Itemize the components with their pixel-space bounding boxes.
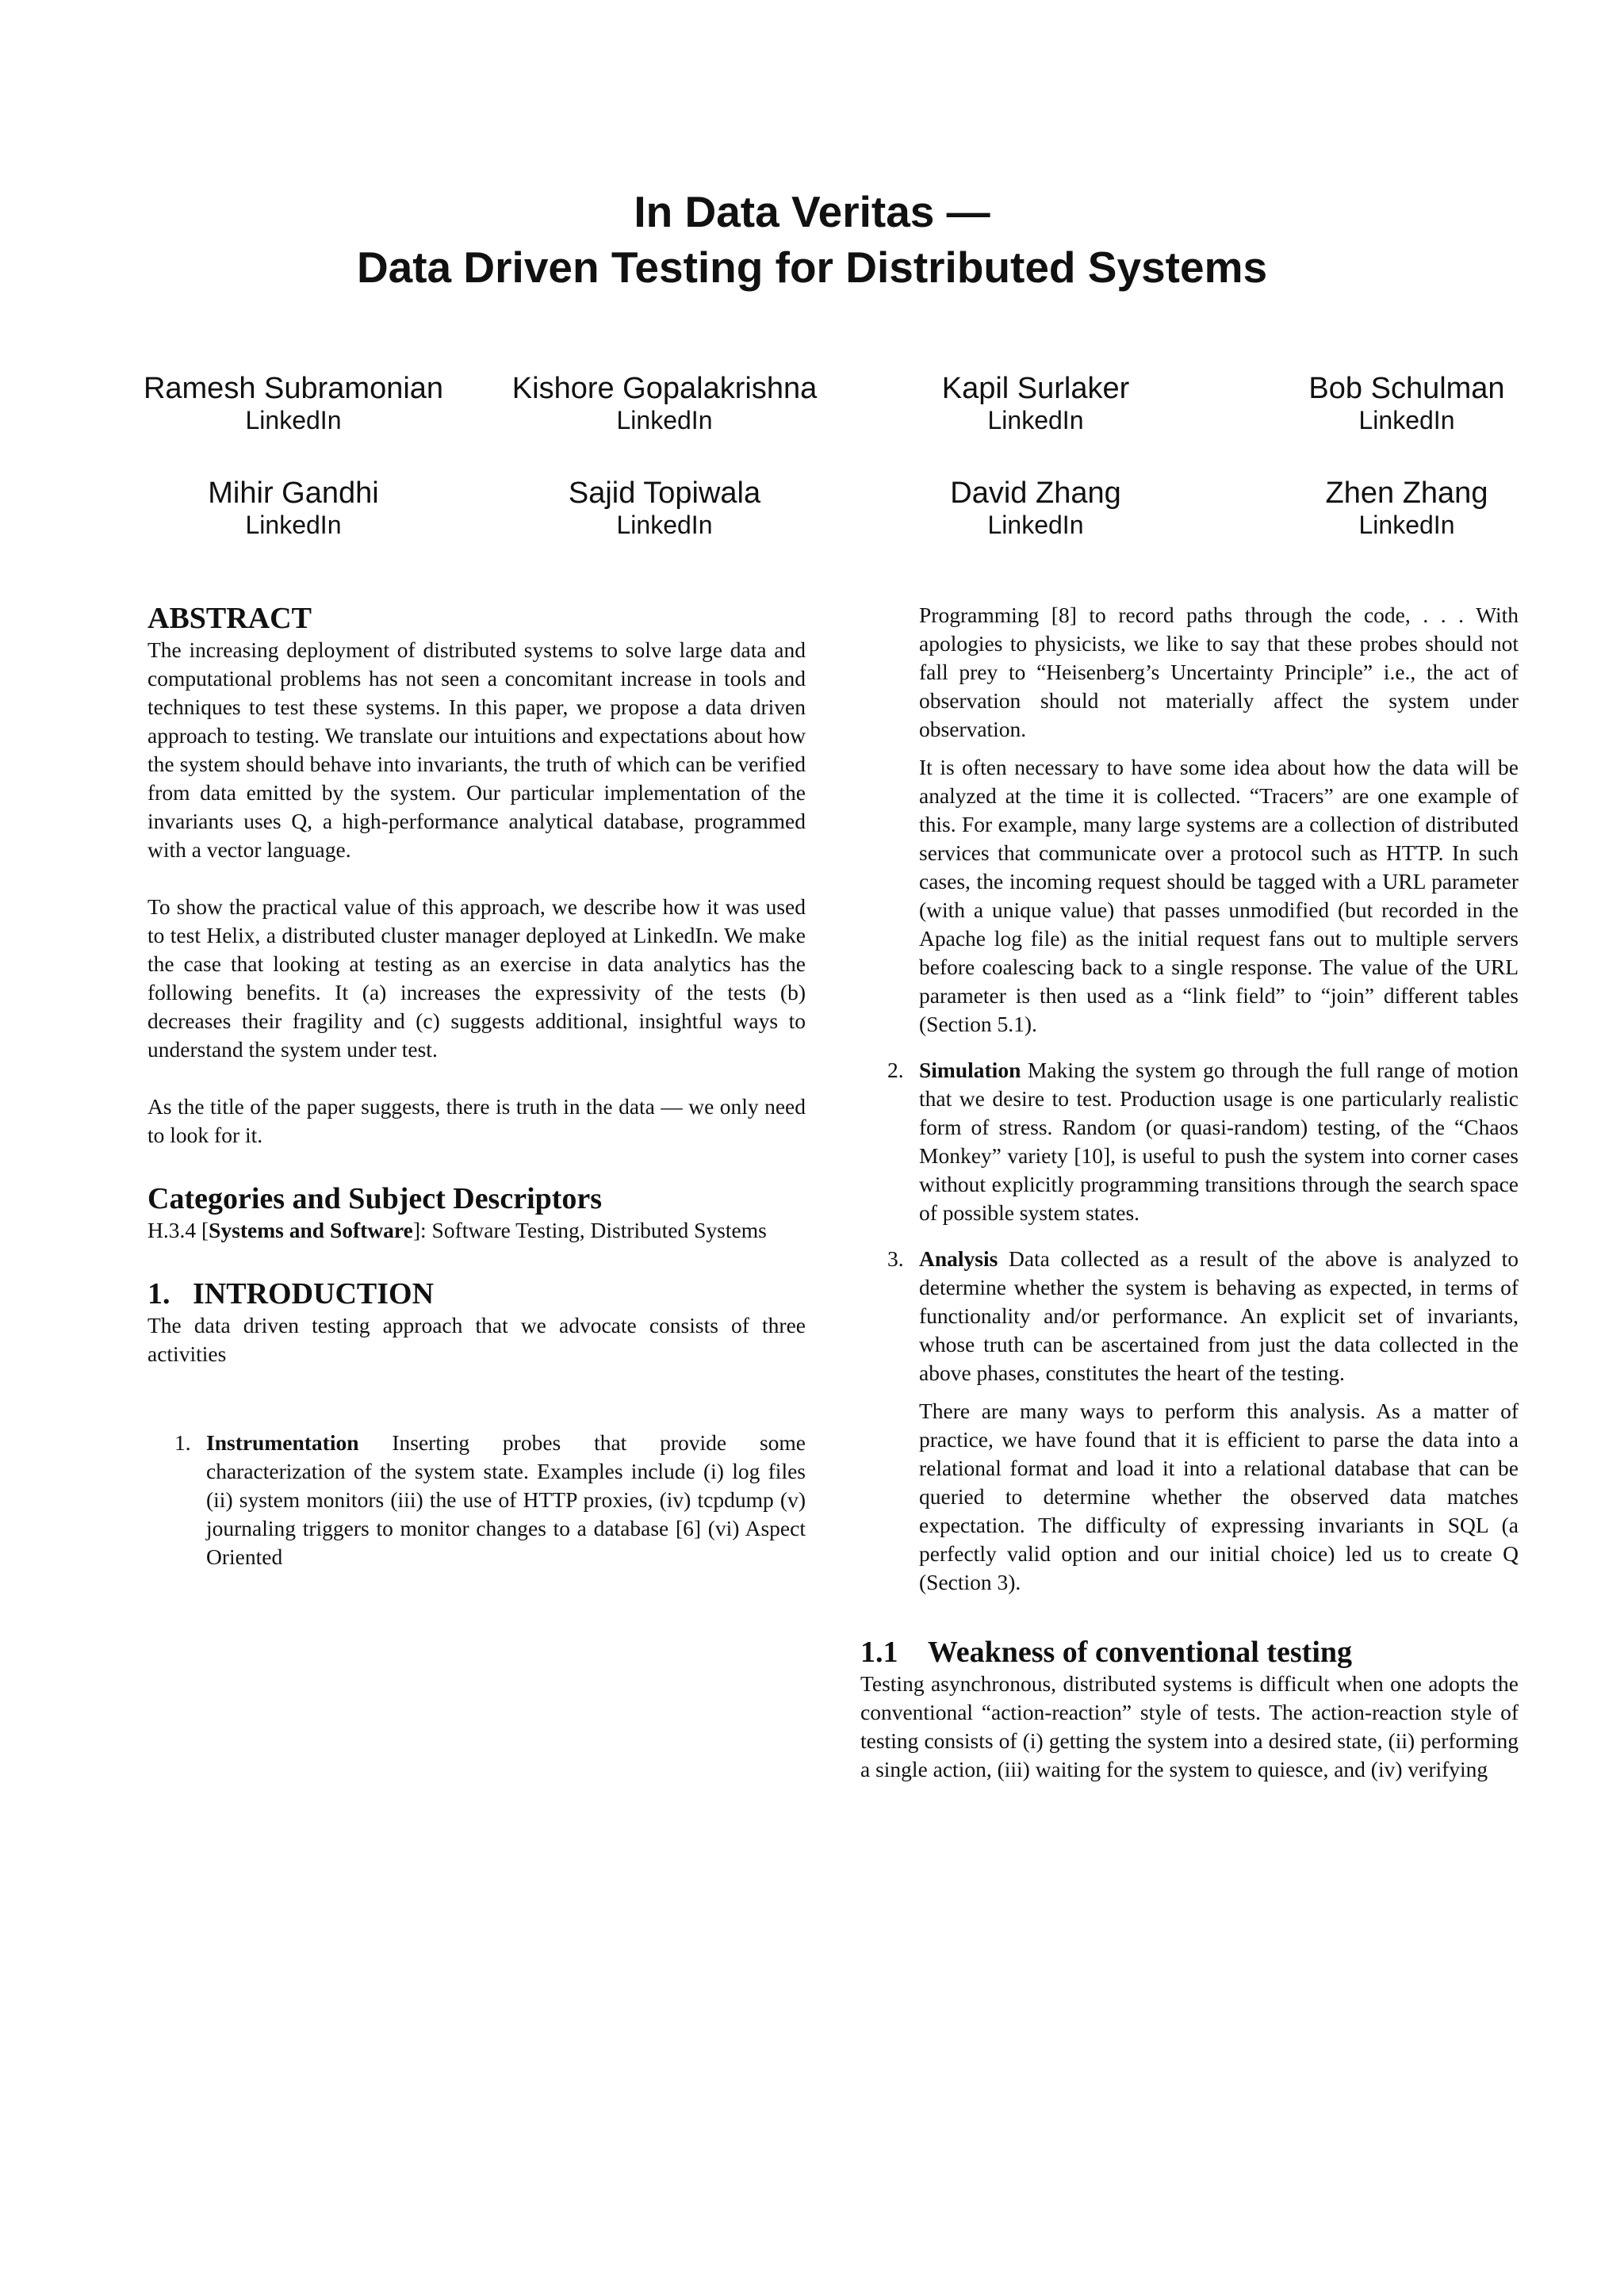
abstract-paragraph: The increasing deployment of distributed systems to solve large data and computational problems has not seen a concomitant increase in tools and techniques to test these systems. In this paper, we propose a data driven approach to testing. We translate our intuitions and expectations about how the system should behave into invariants, the truth of which can be verified from data emitted by the system. Our particular implementation of the invariants uses Q, a high-performance analytical database, programmed with a vector language. — [147, 637, 806, 862]
author-block — [103, 371, 484, 434]
author-affiliation: LinkedIn — [1358, 511, 1455, 539]
author-block — [1216, 476, 1597, 539]
author-affiliation: LinkedIn — [616, 511, 713, 539]
abstract-paragraph: As the title of the paper suggests, there is truth in the data — we only need to look for it. — [147, 1094, 806, 1147]
author-block — [103, 476, 484, 539]
author-affiliation: LinkedIn — [616, 406, 713, 434]
left-column — [147, 601, 806, 1571]
author-name: Mihir Gandhi — [208, 476, 379, 510]
author-affiliation: LinkedIn — [987, 406, 1084, 434]
author-affiliation: LinkedIn — [245, 511, 342, 539]
activities-list — [147, 1429, 806, 1571]
author-name: Bob Schulman — [1308, 372, 1505, 405]
author-block — [1216, 371, 1597, 434]
author-block — [474, 371, 855, 434]
title-line-1: In Data Veritas — — [634, 187, 990, 236]
author-affiliation: LinkedIn — [1358, 406, 1455, 434]
list-item-text: Data collected as a result of the above is analyzed to determine whether the system is behaving as expected, in terms of functionality and/or performance. An explicit set of invariants, whose truth can be ascertained from just the data collected in the above phases, constitutes the heart of the testing. — [919, 1246, 1519, 1385]
author-name: Kishore Gopalakrishna — [511, 372, 818, 405]
abstract-paragraph: To show the practical value of this approach, we describe how it was used to test Helix, a distributed cluster manager deployed at LinkedIn. We make the case that looking at testing as an exercise in data analytics has the following benefits. It (a) increases the expressivity of the tests (b) decreases their fragility and (c) suggests additional, insightful ways to understand the system under test. — [147, 894, 806, 1062]
continued-paragraph: There are many ways to perform this analysis. As a matter of practice, we have found that it is efficient to parse the data into a relational format and load it into a relational database that can be queried to determine whether the observed data matches expectation. The difficulty of expressing invariants in SQL (a perfectly valid option and our initial choice) led us to create Q (Section 3). — [919, 1399, 1519, 1594]
categories-heading: Categories and Subject Descriptors — [147, 1182, 603, 1215]
title-line-2: Data Driven Testing for Distributed Systems — [356, 243, 1268, 292]
subsection-heading: 1.1 Weakness of conventional testing — [860, 1636, 1353, 1669]
author-block — [845, 476, 1226, 539]
continued-paragraph: Programming [8] to record paths through the code, . . . With apologies to physicists, we like to say that these probes should not fall prey to “Heisenberg’s Uncertainty Principle” i.e., the act of observation should not materially affect the system under observation. — [919, 603, 1519, 741]
author-block — [474, 476, 855, 539]
section-heading-introduction: 1. INTRODUCTION — [147, 1277, 435, 1311]
author-name: Zhen Zhang — [1325, 476, 1488, 510]
list-item-term: Instrumentation — [206, 1430, 359, 1455]
author-name: Ramesh Subramonian — [143, 372, 444, 405]
list-item: 2. Simulation Making the system go through the full range of motion that we desire to test. Production usage is one particularly realistic form of stress. Random (or quasi-random) testing, of the “Chaos Monkey” variety [10], is useful to push the system into corner cases without explicitly programming transitions through the search space of possible system states. — [887, 1058, 1519, 1225]
continued-paragraph: It is often necessary to have some idea about how the data will be analyzed at the time it is collected. “Tracers” are one example of this. For example, many large systems are a collection of distributed services that communicate over a protocol such as HTTP. In such cases, the incoming request should be tagged with a URL parameter (with a unique value) that passes unmodified (but recorded in the Apache log file) as the initial request fans out to multiple servers before coalescing back to a single response. The value of the URL parameter is then used as a “link field” to “join” different tables (Section 5.1). — [919, 755, 1519, 1036]
list-item: 3. Analysis Data collected as a result of the above is analyzed to determine whether the system is behaving as expected, in terms of functionality and/or performance. An explicit set of invariants, whose truth can be ascertained from just the data collected in the above phases, constitutes the heart of the testing. — [887, 1246, 1519, 1385]
intro-paragraph: The data driven testing approach that we advocate consists of three activities — [147, 1313, 806, 1366]
author-block — [845, 371, 1226, 434]
author-affiliation: LinkedIn — [245, 406, 342, 434]
activities-list-continued — [860, 1056, 1519, 1387]
list-item-text: Making the system go through the full range of motion that we desire to test. Production usage is one particularly realistic form of stress. Random (or quasi-random) testing, of the “Chaos Monkey” variety [10], is useful to push the system into corner cases without explicitly programming transitions through the search space of possible system states. — [919, 1058, 1519, 1225]
author-name: Kapil Surlaker — [941, 372, 1130, 405]
categories-text: H.3.4 [Systems and Software]: Software Testing, Distributed Systems — [147, 1218, 767, 1242]
subsection-paragraph: Testing asynchronous, distributed systems is difficult when one adopts the conventional “action-reaction” style of tests. The action-reaction style of testing consists of (i) getting the system into a desired state, (ii) performing a single action, (iii) waiting for the system to quiesce, and (iv) verifying — [860, 1671, 1519, 1781]
paper-title — [0, 184, 1624, 295]
list-item-text: Inserting probes that provide some characterization of the system state. Examples include (i) log files (ii) system monitors (iii) the use of HTTP proxies, (iv) tcpdump (v) journaling triggers to monitor changes to a database [6] (vi) Aspect Oriented — [206, 1430, 806, 1569]
list-item-term: Simulation — [919, 1058, 1021, 1082]
author-affiliation: LinkedIn — [987, 511, 1084, 539]
list-item-term: Analysis — [919, 1246, 998, 1271]
right-column — [860, 601, 1519, 1784]
list-item: 1. Instrumentation Inserting probes that provide some characterization of the system state. Examples include (i) log files (ii) system monitors (iii) the use of HTTP proxies, (iv) tcpdump (v) journaling triggers to monitor changes to a database [6] (vi) Aspect Oriented — [174, 1430, 806, 1569]
author-name: David Zhang — [950, 476, 1121, 510]
author-name: Sajid Topiwala — [568, 476, 761, 510]
abstract-heading: ABSTRACT — [147, 602, 312, 635]
